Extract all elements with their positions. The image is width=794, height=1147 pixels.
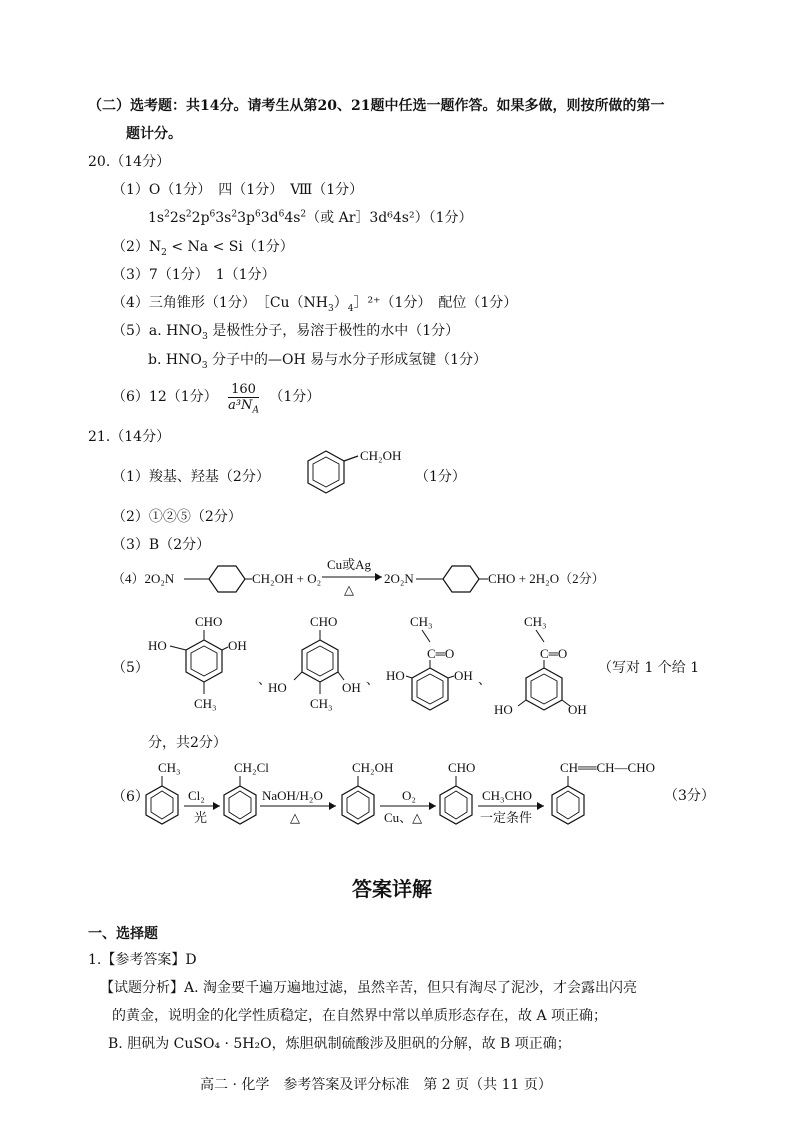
q21-part5-label: （5） bbox=[112, 660, 149, 676]
svg-text:NaOH/H₂O: NaOH/H₂O bbox=[262, 788, 323, 803]
svg-text:Cl₂: Cl₂ bbox=[188, 788, 205, 803]
svg-text:OH: OH bbox=[342, 680, 361, 695]
svg-text:Cu或Ag: Cu或Ag bbox=[327, 557, 372, 572]
svg-text:OH: OH bbox=[228, 638, 247, 653]
detail-q1-answer: 1.【参考答案】D bbox=[88, 952, 197, 968]
section-heading-line1: （二）选考题：共14分。请考生从第20、21题中任选一题作答。如果多做，则按所做的第一 bbox=[88, 98, 665, 114]
svg-text:CH₃: CH₃ bbox=[524, 614, 547, 629]
svg-text:、: 、 bbox=[478, 672, 492, 687]
detail-title: 答案详解 bbox=[352, 877, 432, 901]
svg-text:HO: HO bbox=[148, 638, 167, 653]
q20-part6: （6）12（1分） $\frac{160}{a^3N_A}$ （1分） bbox=[112, 381, 321, 416]
isomer-1 bbox=[148, 614, 247, 711]
q20-part5a: （5）a. $HNO_3$ 是极性分子，易溶于极性的水中（1分） bbox=[112, 323, 460, 342]
section-heading-line2: 题计分。 bbox=[126, 126, 182, 142]
q20-part1a: （1）O（1分） 四（1分） Ⅷ（1分） bbox=[112, 182, 364, 198]
density-fraction: $\frac{160}{a^3N_A}$ bbox=[228, 381, 259, 416]
synthesis-route bbox=[140, 758, 700, 832]
svg-text:CH₃: CH₃ bbox=[194, 696, 217, 711]
svg-text:△: △ bbox=[344, 582, 354, 597]
svg-text:O₂: O₂ bbox=[402, 788, 416, 803]
svg-text:CH₂OH: CH₂OH bbox=[360, 448, 402, 463]
svg-text:、: 、 bbox=[366, 672, 380, 687]
q21-part1: （1）羧基、羟基（2分） bbox=[112, 469, 270, 485]
detail-q1-analysis-a2: 的黄金，说明金的化学性质稳定，在自然界中常以单质形态存在，故 A 项正确； bbox=[112, 1008, 608, 1024]
q21-heading: 21.（14分） bbox=[88, 429, 171, 445]
svg-text:CH══CH—CHO: CH══CH—CHO bbox=[560, 760, 655, 775]
svg-text:C═O: C═O bbox=[427, 646, 455, 661]
svg-text:CH₃: CH₃ bbox=[410, 614, 433, 629]
detail-section-1: 一、选择题 bbox=[88, 926, 158, 942]
svg-text:OH: OH bbox=[454, 668, 473, 683]
detail-q1-analysis-a1: 【试题分析】A. 淘金要千遍万遍地过滤，虽然辛苦，但只有淘尽了泥沙，才会露出闪亮 bbox=[100, 980, 638, 996]
isomer-2 bbox=[268, 614, 361, 711]
svg-text:2O₂N: 2O₂N bbox=[384, 571, 414, 586]
svg-text:HO: HO bbox=[268, 680, 287, 695]
svg-text:光: 光 bbox=[194, 810, 208, 825]
q21-part5-cont: 分，共2分） bbox=[148, 735, 227, 751]
q21-part2: （2）①②⑤（2分） bbox=[112, 509, 242, 525]
q21-part1-score: （1分） bbox=[415, 469, 466, 485]
svg-text:HO: HO bbox=[386, 668, 405, 683]
svg-text:一定条件: 一定条件 bbox=[480, 810, 533, 825]
page-footer: 高二 · 化学 参考答案及评分标准 第 2 页（共 11 页） bbox=[200, 1077, 552, 1093]
q21-part6-label: （6） bbox=[112, 789, 149, 805]
svg-text:CH₃CHO: CH₃CHO bbox=[482, 788, 533, 803]
svg-text:OH: OH bbox=[568, 702, 587, 717]
svg-text:CHO: CHO bbox=[448, 760, 476, 775]
svg-text:CH₂OH: CH₂OH bbox=[352, 760, 394, 775]
svg-text:△: △ bbox=[290, 810, 300, 825]
svg-text:、: 、 bbox=[258, 672, 272, 687]
q20-part4: （4）三角锥形（1分） $[Cu(NH_3)_4]^{2+}(1$分） 配位（1分） bbox=[112, 295, 518, 314]
svg-text:HO: HO bbox=[494, 702, 513, 717]
detail-q1-analysis-b: B. 胆矾为 CuSO₄ · 5H₂O，炼胆矾制硫酸涉及胆矾的分解，故 B 项正确； bbox=[108, 1036, 571, 1052]
svg-text:C═O: C═O bbox=[540, 646, 568, 661]
q20-heading: 20.（14分） bbox=[88, 154, 171, 170]
isomer-4-structure bbox=[490, 612, 610, 722]
svg-text:CHO + 2H₂O（2分）: CHO + 2H₂O（2分） bbox=[488, 571, 605, 586]
reaction-4 bbox=[112, 556, 712, 602]
q21-part3: （3）B（2分） bbox=[112, 537, 211, 553]
svg-text:CHO: CHO bbox=[195, 614, 223, 629]
svg-text:CH₂OH + O₂: CH₂OH + O₂ bbox=[252, 571, 322, 586]
svg-text:CH₃: CH₃ bbox=[158, 760, 181, 775]
q21-part6-score: （3分） bbox=[664, 788, 715, 804]
svg-text:Cu、△: Cu、△ bbox=[384, 810, 423, 825]
isomer-3 bbox=[386, 614, 473, 710]
svg-text:CH₂Cl: CH₂Cl bbox=[234, 760, 269, 775]
svg-text:CHO: CHO bbox=[310, 614, 338, 629]
q20-part2: $(2)N_2 < Na < Si(1$分） bbox=[112, 239, 294, 258]
q20-part1b: $1s^22s^22p^63s^23p^63d^64s^2$（或 Ar］3d⁶4s²）（1分） bbox=[148, 209, 473, 226]
q20-part5b: b. $HNO_3$ 分子中的—OH 易与水分子形成氢键（1分） bbox=[148, 352, 488, 371]
q21-part5-tail: （写对 1 个给 1 bbox=[598, 660, 700, 676]
svg-text:CH₃: CH₃ bbox=[310, 696, 333, 711]
svg-text:（4）2O₂N: （4）2O₂N bbox=[112, 571, 175, 586]
q20-part3: （3）7（1分） 1（1分） bbox=[112, 267, 276, 283]
